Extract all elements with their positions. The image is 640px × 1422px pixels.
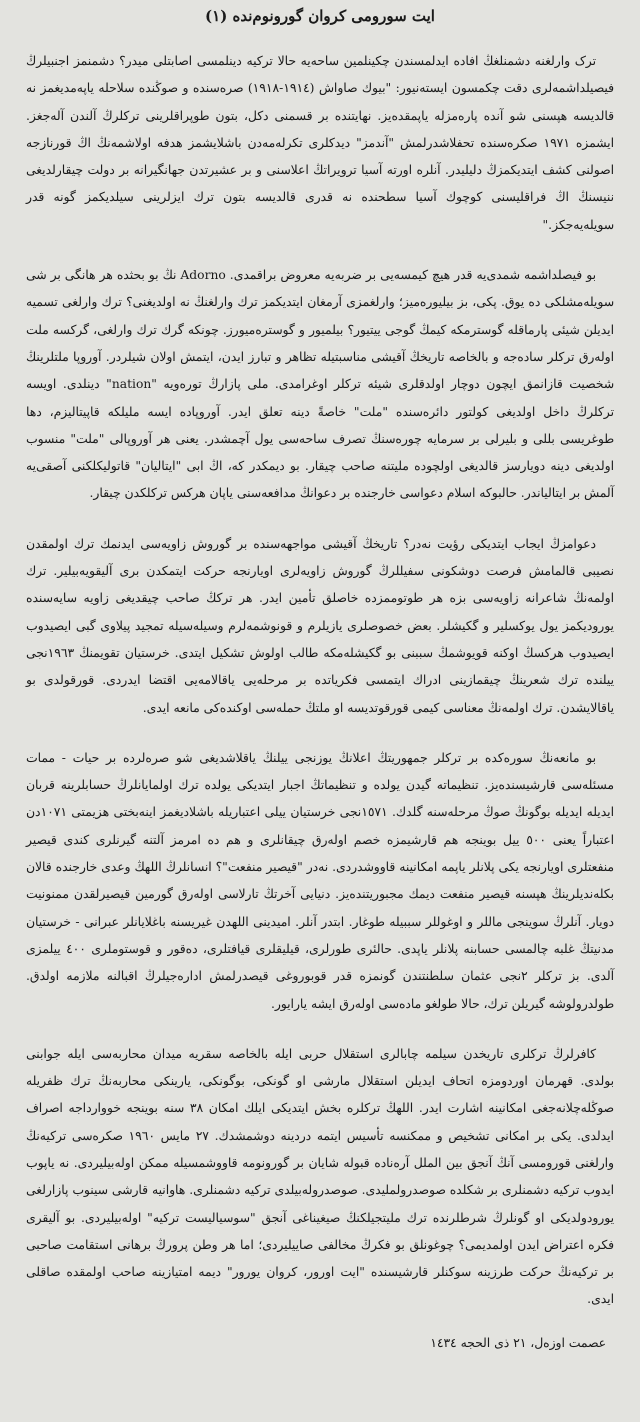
paragraph-1: ترک وارلغنه دشمنلغڭ افاده ایدلمسندن چکینلمین ساحه‌یه حالا ترکیه دینلمسی اصابتلی میدر؟ دشمنمز اجنبیلرڭ فیصیلداشمه‌لری دقت چکمسون ایستەنیور: "بیوك صاواش (١٩١٤-١٩١٨) صره‌سنده و صوڭنده سلاحله یاپه‌مدیغمز نه قالدیسه هپسنی شو آنده پارەمزله یاپمقده‌یز. نهایتنده بر قسمنی دکل، بتون طوپراقلرینی ترکلرڭ آلندن آلەجغز. ایشمزه ١٩٧١ صکره‌سنده تحفلاشدرلمش "آندمز" دیدکلری تکرلەمەدن باشلایشمز هدفه اولاشمەنڭ اڭ قورنازجه اصولنی کشف ایتدیکمزڭ دلیلیدر. آنلره اورته آسیا ترویراتڭ اعلاسنی و بر عشیرتدن جهانگیرانه بر دولت چیقارلدیغی ننیسنڭ اڭ فراقلیسنی کوچوك آسیا سطحنده نه قدری قالدیسه بتون ترك ایزلرینی سیلدیکمز گونه قدر سویله‌یه‌جکز." (26, 54, 614, 232)
paragraph-4: بو مانعەنڭ سورەکده بر ترکلر جمهوریتڭ اعلانڭ یوزنجی ییلنڭ یاقلاشدیغی شو صره‌لرده بر حیات - ممات مسئله‌سی قارشیسنده‌یز. تنظیماته گیدن یولده و تنظیماتڭ اجبار ایتدیکی یولده ترك اولمایانلرڭ حسابلرینه قربان ایدیله ایدیله بوگونڭ صوڭ مرحله‌سنه گلدك. ١٥٧١نجی خرستیان ییلی اعتباریله باشلادیغمز اینەبختی هزیمتی ١٠٧١دن اعتباراً یعنی ٥٠٠ ییل بوینجه هم قارشیمزه خصم اولەرق چیقانلری و هم ده امرمز آلتنه گیرنلری کندی قیصیر منفعتلری اویارنجه یکی پلانلر یاپمه امکانینه قاووشدردی. نەدر "قیصیر منفعت"؟ انسانلرڭ اللهڭ وعدی خارجنده قالان بکلەندیلرینڭ هپسنه قیصیر منفعت دیمك مجبوریتنده‌یز. دنیایی آخرتڭ تارلاسی اولەرق گورمین قیصیرلقدن ممنونیت دویار. آنلرڭ سوینجی ماللر و اوغوللر سببیله طوغار. ابتدر آنلر. امیدینی اللهدن غیریسنه باغلایانلر عبرانی - خرستیان مدنیتڭ غلبه چالمسی حسابنه پلانلر یاپدی. حالئری طورلری، قیلیقلری قیافتلری، دەقور و قوستوملری ٤٠٠ ییلمزی آلدی. بز ترکلر ٢نجی عثمان سلطنتندن گونمزه قدر قوبوروغی قیصدرلمش ادارەجیلرڭ اقبالنه ملازمه اولدق. طولدرولوشه گیریلن ترك، حالا طولغو مادەسی اولەرق ایشه یارایور. (26, 750, 615, 1011)
paragraph-5: کافرلرڭ ترکلری تاریخدن سیلمه چابالری استقلال حربی ایله بالخاصه سقریه میدان محاربەسی ایله جوابنی بولدی. قهرمان اوردومزه اتحاف ایدیلن استقلال مارشی او گونکی، بوگونکی، یارینکی محاربەنڭ ترك ظفریله صوڭلەچلانەجغی امکانینه اشارت ایدر. اللهڭ ترکلره بخش ایتدیکی ایلك امکان ٣٨ سنه بوینجه خووارداجه اصراف ایدلدی. یکی بر امکانی تشخیص و ممکنسه تأسیس ایتمه دردینه دوشمشدك. ٢٧ مایس ١٩٦٠ صکرەسی ترکیەنڭ وارلغنی قورومسی آنڭ آنجق بین الملل آرەناده قبوله شایان بر گورونومه قاووشمسیله ممکن اولەبیلیردی. نه یاپوب ایدوب ترکیه دشمنلری بر شکلده صوصدرولملیدی. صوصدرولەبیلدی ترکیه دشمنلری. هاوانیه قارشی سینوب پازارلغی یورودولدیکی او گونلرڭ شرطلرنده ترك ملیتجیلکنڭ صیغیناغی آنجق "سوسیالیست ترکیه" اولەبیلیردی. بو آلیقری فکره اعتراض ایدن اولمدیمی؟ چوغونلق بو فکرڭ مخالفی صاییلیردی؛ اما هر وطن پرورڭ برهانی استقامت صاحبی بر ترکیەنڭ حرکت طرزینه سوکنلر قارشیسنده "ایت اورور، کروان یورور" دیمه امتیازینه صاحب اولمقده صاقلی ایدی. (26, 1046, 614, 1307)
article-title: ایت سورومی کروان گورونوم‌نده (۱) (205, 7, 435, 25)
paragraph-3: دعوامزڭ ایجاب ایتدیکی رؤیت نەدر؟ تاریخڭ آقیشی مواجهەسنده بر گوروش زاویەسی ایدنمك ترك اولمقدن نصیبی قالمامش فرصت دوشکونی سفیللرڭ گوروش زاویەلری اویارنجه حرکت ایتمکدن بری آلیقویەبیلیر. ترك اولمەنڭ شاعرانه زاویەسی بزه هر طوتوممزده خاصلق تأمین ایدر. هر ترکڭ صاحب چیقدیغی زاویه سایەسنده یورودیکمز یول یوکسلیر و گکیشلر. بعض خصوصلری یازیلرم و قونوشمەلرم وسیلەسیله تمجید پیلاوی گبی ایصیدوب ایصیدوب هرکسڭ اوکنه قویوشمڭ سببنی بو گکیشلەمکه طالب اولوش تشکیل ایتدی. خرستیان تقویمنڭ ١٩٦٣نجی ییلنده ترك شعرینڭ چیقمازینی ادراك ایتمسی فکریاتده بر مرحله‌یی یاقالامه‌یی اقتضا ایدردی. قورقولدی بو یاقالایشدن. ترك اولمەنڭ معناسی کیمی قورقوتدیسه او ملتڭ حملەسی اوکندەکی مانعه ایدی. (26, 536, 614, 715)
author-signature: عصمت اوزەل، ٢١ ذی الحجه ١٤٣٤ (430, 1335, 606, 1350)
paragraph-2: بو فیصلداشمه شمدی‌یه قدر هیچ کیمسه‌یی بر ضربه‌یه معروض براقمدی. Adorno نڭ بو بحثده هر هانگی بر شی سویله‌مشلکی ده یوق. پکی، بز بیلیوره‌میز؛ وارلغمزی آرمغان ایتدیکمز ترك وارلغنڭ نه اولدیغنی؟ ترك وارلغی تسمیه ایدیلن شیئی پارماقله گوسترمکه کیمڭ گوجی ییتیور؟ بیلمیور و گوسترەمیورز. چونکه گرك ترك وارلغی، گرکسه ملت اولەرق ترکلر سادەجه و بالخاصه تاریخڭ آقیشی مناسبتیله تظاهر و تبارز ایدن، ایتمش اولان شیلردر. آوروپا ملتلرینڭ شخصیت قازانمق ایچون دوچار اولدقلری شیئه ترکلر اوغرامدی. ملی پازارڭ تورەویه "nation" دینلدی. اویسه ترکلرڭ داخل اولدیغی کولتور دائرەسنده "ملت" خاصةً دینه تعلق ایدر. آوروپاده ایسه ملیلکه قاپیتالیزم، دها طوغریسی بللی و بلیرلی بر سرمایه چورەسنڭ تصرف ساحەسی یول آچمشدر. یعنی هر آوروپالی "ملت" منسوب اولدیغی دینه دویارسز قالدیغی اولچوده ملیتنه صاحب چیقار. بو دیمکدر که، اڭ ابی "ایتالیان" قاتولیکلکنی آصقی‌یه آلمش بر ایتالیاندر. حالبوکه اسلام دعواسی خارجنده بر دعوانڭ مدافعەسنی یاپان هرکس ترکلکدن چیقار. (26, 268, 614, 501)
